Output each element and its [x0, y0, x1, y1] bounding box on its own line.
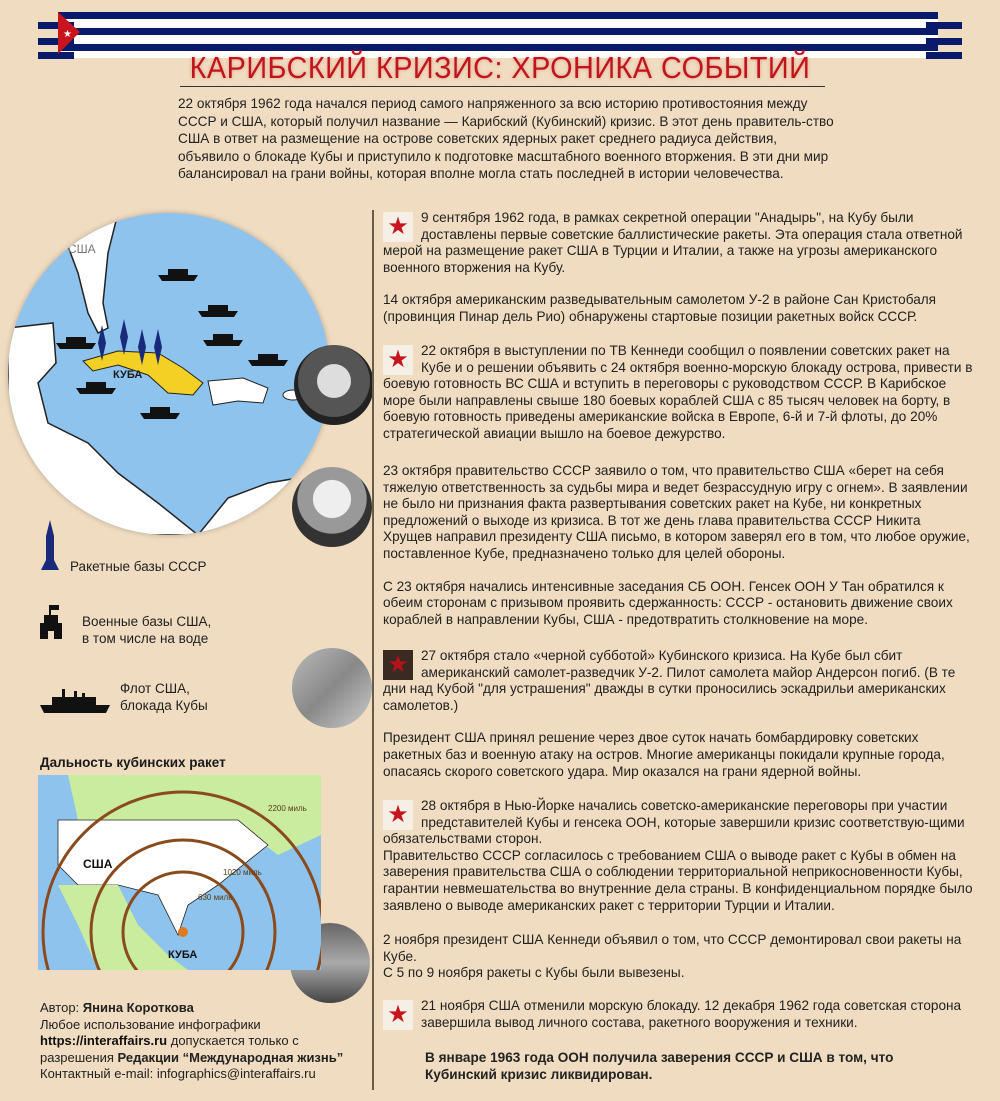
star-icon: ★	[383, 650, 413, 680]
star-icon: ★	[383, 212, 413, 242]
star-icon: ★	[383, 1000, 413, 1030]
rocket-icon	[40, 520, 60, 572]
contact-email[interactable]: Контактный e-mail: infographics@interaffairs.ru	[40, 1066, 316, 1081]
range-label-usa: США	[83, 857, 113, 871]
range-label-630: 630 миль	[198, 893, 233, 902]
credits: Автор: Янина Короткова Любое использование инфографики https://interaffairs.ru допускается только с разрешения Редакции “Международная жизнь” Контактный e-mail: infographics@interaffairs.ru	[40, 1000, 344, 1081]
caribbean-map	[8, 213, 330, 535]
legend-base: Военные базы США, в том числе на воде	[40, 605, 260, 643]
range-label-1020: 1020 миль	[223, 868, 262, 877]
range-map-title: Дальность кубинских ракет	[40, 755, 226, 770]
timeline-entry: ★ 9 сентября 1962 года, в рамках секретной операции "Анадырь", на Кубу были доставлены первые советские баллистические ракеты. Эта операция стала ответной мерой на размещение ракет США в Турции и Италии, а также на угрозы американского военного вторжения на Кубу. 14 октября американским разведывательным самолетом У-2 в районе Сан Кристобаля (провинция Пинар дель Рио) обнаружены стартовые позиции ракетных войск СССР.	[383, 210, 963, 324]
site-link[interactable]: https://interaffairs.ru	[40, 1033, 168, 1048]
timeline-entry: 2 ноября президент США Кеннеди объявил о том, что СССР демонтировал свои ракеты на Кубе. С 5 по 9 ноября ракеты с Кубы были вывезены.	[383, 932, 962, 981]
map-label-cuba: КУБА	[113, 369, 143, 381]
u2-plane-photo	[292, 648, 372, 728]
intro-text: 22 октября 1962 года начался период самого напряженного за всю историю противостояния между СССР и США, который получил название — Карибский (Кубинский) кризис. В этот день правитель-ство США в ответ на размещение на острове советских ядерных ракет среднего радиуса действия, объявило о блокаде Кубы и приступило к подготовке масштабного военного вторжения. В эти дни мир балансировал на грани войны, которая вполне могла стать последней в истории человечества.	[178, 96, 834, 181]
base-icon	[40, 605, 62, 639]
title-divider	[180, 86, 825, 87]
range-label-2200: 2200 миль	[268, 804, 307, 813]
kennedy-photo	[294, 345, 374, 425]
author-name: Янина Короткова	[82, 1000, 194, 1015]
svg-text:★: ★	[63, 29, 72, 40]
range-label-cuba: КУБА	[168, 949, 198, 961]
conclusion-text: В январе 1963 года ООН получила заверения СССР и США в том, что Кубинский кризис ликвидирован.	[425, 1050, 894, 1082]
khrushchev-photo	[292, 467, 372, 547]
timeline-line	[372, 210, 374, 1090]
cuba-marker	[178, 927, 188, 937]
timeline-entry: ★ 22 октября в выступлении по ТВ Кеннеди сообщил о появлении советских ракет на Кубе и о решении объявить с 24 октября военно-морскую блокаду острова, привести в боевую готовность ВС США и вступить в переговоры с руководством СССР. В Карибское море были направлены свыше 180 боевых кораблей США с 85 тысяч человек на борту, в боевую готовность приведены американские войска в Европе, 6-й и 7-й флоты, до 20% стратегической авиации вышло на боевое дежурство.	[383, 343, 973, 441]
map-label-usa: США	[68, 242, 96, 256]
missile-range-map	[38, 775, 321, 970]
page-title: КАРИБСКИЙ КРИЗИС: ХРОНИКА СОБЫТИЙ	[189, 50, 811, 85]
timeline-entry: ★ 21 ноября США отменили морскую блокаду. 12 декабря 1962 года советская сторона завершила вывод личного состава, ракетного вооружения и техники.	[383, 998, 973, 1031]
timeline-entry: 23 октября правительство СССР заявило о том, что правительство США «берет на себя тяжелую ответственность за судьбы мира и ведет безрассудную игру с огнем». В заявлении не было ни признания факта развертывания советских ракет на Кубе, ни конкретных предложений о выходе из кризиса. В тот же день глава правительства СССР Никита Хрущев направил президенту США письмо, в котором заверял его в том, что любое оружие, поставленное Кубе, предназначено только для целей обороны. С 23 октября начались интенсивные заседания СБ ООН. Генсек ООН У Тан обратился к обеим сторонам с призывом проявить сдержанность: СССР - остановить движение своих кораблей в направлении Кубы, США - предотвратить столкновение на море.	[383, 463, 970, 627]
star-icon: ★	[383, 800, 413, 830]
ship-icon	[40, 685, 110, 715]
star-icon: ★	[383, 345, 413, 375]
timeline-entry: ★ 28 октября в Нью-Йорке начались советско-американские переговоры при участии представителей Кубы и генсека ООН, которые завершили кризис соответствую-щими обязательствами сторон. Правительство СССР согласилось с требованием США о выводе ракет с Кубы в обмен на заверения правительства США о соблюдении территориальной неприкосновенности Кубы, гарантии невмешательства во внутренние дела страны. В конфиденциальном порядке было заявлено о выводе американских ракет с территории Турции и Италии.	[383, 798, 973, 913]
legend-rocket: Ракетные базы СССР	[40, 520, 240, 572]
timeline-entry: ★ 27 октября стало «черной субботой» Кубинского кризиса. На Кубе был сбит американский самолет-разведчик У-2. Пилот самолета майор Андерсон погиб. (В те дни над Кубой "для устрашения" дважды в сутки проносились эскадрильи американских самолетов.) Президент США принял решение через двое суток начать бомбардировку советских ракетных баз и военную атаку на остров. Многие американцы покидали крупные города, опасаясь скорого советского удара. Мир оказался на грани ядерной войны.	[383, 648, 956, 779]
